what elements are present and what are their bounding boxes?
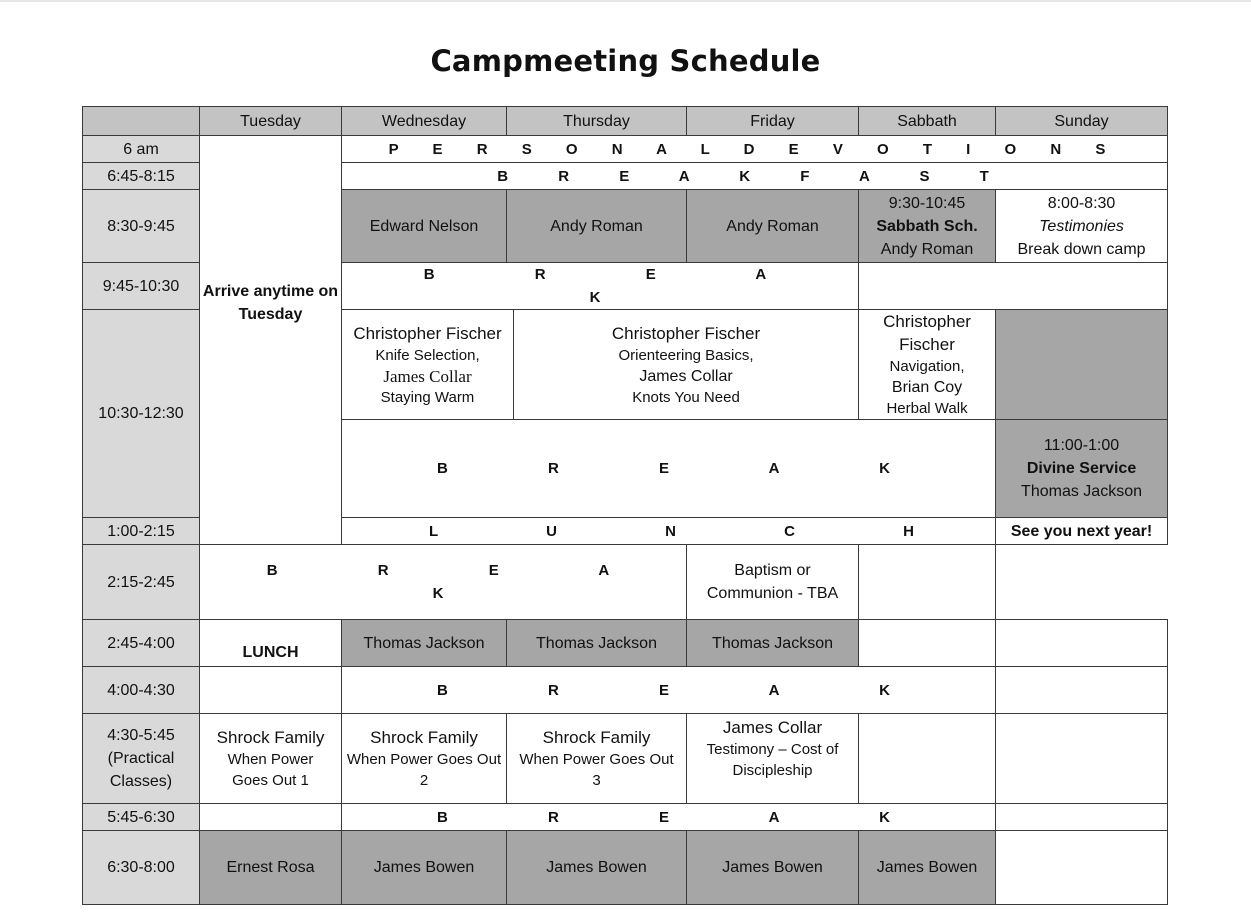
tuesday-arrive-cell: Arrive anytime on Tuesday bbox=[200, 136, 342, 545]
empty-cell bbox=[996, 620, 1168, 667]
time-cell: 2:45-4:00 bbox=[83, 620, 200, 667]
sabbath-school-cell bbox=[859, 190, 996, 263]
break-banner: B R E A K bbox=[200, 545, 687, 620]
divine-service-cell bbox=[996, 420, 1168, 518]
tuesday-practical-name: Shrock Family bbox=[216, 728, 325, 747]
table-row bbox=[83, 667, 1168, 714]
time-label: 10:30-12:30 bbox=[98, 405, 184, 422]
friday-afternoon-cell: Thomas Jackson bbox=[687, 620, 859, 667]
time-cell: 5:45-6:30 bbox=[83, 804, 200, 831]
break-banner: B R E A K bbox=[342, 420, 996, 518]
table-row bbox=[83, 545, 1168, 620]
empty-cell bbox=[200, 804, 342, 831]
friday-practical-cell bbox=[687, 714, 859, 804]
header-tuesday: Tuesday bbox=[200, 107, 342, 136]
sunday-morning-note: Break down camp bbox=[1017, 240, 1146, 258]
time-cell: 6 am bbox=[83, 136, 200, 163]
time-cell: 4:30-5:45 (Practical Classes) bbox=[83, 714, 200, 804]
time-cell: 9:45-10:30 bbox=[83, 263, 200, 310]
thursday-class-cell bbox=[514, 310, 859, 420]
wednesday-class-cell bbox=[342, 310, 514, 420]
empty-cell bbox=[996, 831, 1168, 905]
empty-cell bbox=[996, 667, 1168, 714]
sunday-morning-cell bbox=[996, 190, 1168, 263]
wednesday-practical-cell bbox=[342, 714, 507, 804]
break-banner: B R E A K bbox=[342, 263, 859, 310]
sunday-morning-title: Testimonies bbox=[1039, 217, 1124, 235]
tuesday-evening-cell: Ernest Rosa bbox=[200, 831, 342, 905]
header-thursday: Thursday bbox=[507, 107, 687, 136]
header-friday: Friday bbox=[687, 107, 859, 136]
sabbath-evening-cell: James Bowen bbox=[859, 831, 996, 905]
wednesday-afternoon-cell: Thomas Jackson bbox=[342, 620, 507, 667]
thursday-class-speaker: Christopher Fischer bbox=[611, 323, 761, 343]
wednesday-class-topic2: Staying Warm bbox=[380, 388, 475, 406]
thursday-class-topic2: Knots You Need bbox=[632, 388, 740, 406]
friday-evening-cell: James Bowen bbox=[687, 831, 859, 905]
tuesday-practical-cell bbox=[200, 714, 342, 804]
sabbath-empty-cell bbox=[996, 310, 1168, 420]
tuesday-lunch-cell: LUNCH bbox=[200, 620, 342, 667]
friday-class-topic: Navigation, bbox=[889, 358, 965, 375]
header-sabbath: Sabbath bbox=[859, 107, 996, 136]
time-cell: 2:15-2:45 bbox=[83, 545, 200, 620]
time-cell bbox=[83, 310, 200, 518]
wednesday-practical-name: Shrock Family bbox=[370, 728, 478, 747]
thursday-evening-cell: James Bowen bbox=[507, 831, 687, 905]
header-corner bbox=[83, 107, 200, 136]
top-border-line bbox=[0, 0, 1251, 2]
divine-service-speaker: Thomas Jackson bbox=[1021, 483, 1142, 500]
time-cell: 6:30-8:00 bbox=[83, 831, 200, 905]
time-cell: 1:00-2:15 bbox=[83, 518, 200, 545]
friday-class-speaker2: Brian Coy bbox=[891, 379, 963, 396]
wednesday-class-topic: Knife Selection, bbox=[375, 346, 480, 364]
wednesday-practical-topic: When Power Goes Out 2 bbox=[346, 751, 502, 789]
devotions-banner: P E R S O N A L D E V O T I O N S bbox=[342, 136, 1168, 163]
table-row bbox=[83, 136, 1168, 163]
friday-practical-name: James Collar bbox=[722, 718, 823, 737]
table-row bbox=[83, 804, 1168, 831]
empty-cell bbox=[996, 804, 1168, 831]
thursday-practical-cell bbox=[507, 714, 687, 804]
breakfast-banner: B R E A K F A S T bbox=[342, 163, 1168, 190]
sabbath-school-time: 9:30-10:45 bbox=[888, 194, 966, 212]
wednesday-morning-cell: Edward Nelson bbox=[342, 190, 507, 263]
empty-cell bbox=[859, 714, 996, 804]
sunday-farewell-cell: See you next year! bbox=[996, 518, 1168, 545]
divine-service-time: 11:00-1:00 bbox=[1043, 437, 1120, 454]
empty-cell bbox=[200, 667, 342, 714]
table-row bbox=[83, 714, 1168, 804]
schedule-table bbox=[82, 106, 1168, 905]
thursday-afternoon-cell: Thomas Jackson bbox=[507, 620, 687, 667]
sabbath-school-speaker: Andy Roman bbox=[880, 240, 974, 258]
empty-cell bbox=[859, 263, 1168, 310]
lunch-banner: L U N C H bbox=[342, 518, 996, 545]
wednesday-evening-cell: James Bowen bbox=[342, 831, 507, 905]
sunday-morning-time: 8:00-8:30 bbox=[1047, 194, 1116, 212]
empty-cell bbox=[996, 714, 1168, 804]
page-title: Campmeeting Schedule bbox=[430, 44, 821, 78]
header-row bbox=[83, 107, 1168, 136]
empty-cell bbox=[859, 620, 996, 667]
header-wednesday: Wednesday bbox=[342, 107, 507, 136]
table-row bbox=[83, 831, 1168, 905]
header-sunday: Sunday bbox=[996, 107, 1168, 136]
friday-morning-cell: Andy Roman bbox=[687, 190, 859, 263]
table-row bbox=[83, 620, 1168, 667]
wednesday-class-speaker: Christopher Fischer bbox=[353, 323, 502, 343]
friday-class-cell bbox=[859, 310, 996, 420]
wednesday-class-speaker2: James Collar bbox=[383, 366, 472, 386]
thursday-class-speaker2: James Collar bbox=[639, 367, 733, 385]
friday-class-topic2: Herbal Walk bbox=[886, 400, 968, 417]
empty-cell bbox=[859, 545, 996, 620]
thursday-practical-topic: When Power Goes Out 3 bbox=[519, 751, 674, 789]
sabbath-school-title: Sabbath Sch. bbox=[876, 217, 978, 235]
thursday-class-topic: Orienteering Basics, bbox=[618, 346, 754, 364]
friday-class-speaker: Christopher Fischer bbox=[883, 312, 971, 354]
baptism-cell: Baptism or Communion - TBA bbox=[687, 545, 859, 620]
break-banner: B R E A K bbox=[342, 667, 996, 714]
time-cell: 6:45-8:15 bbox=[83, 163, 200, 190]
time-cell: 8:30-9:45 bbox=[83, 190, 200, 263]
divine-service-title: Divine Service bbox=[1026, 460, 1137, 477]
break-banner: B R E A K bbox=[342, 804, 996, 831]
friday-practical-topic: Testimony – Cost of Discipleship bbox=[706, 741, 839, 779]
tuesday-practical-topic: When Power Goes Out 1 bbox=[227, 751, 314, 789]
time-cell: 4:00-4:30 bbox=[83, 667, 200, 714]
thursday-morning-cell: Andy Roman bbox=[507, 190, 687, 263]
thursday-practical-name: Shrock Family bbox=[542, 728, 651, 747]
